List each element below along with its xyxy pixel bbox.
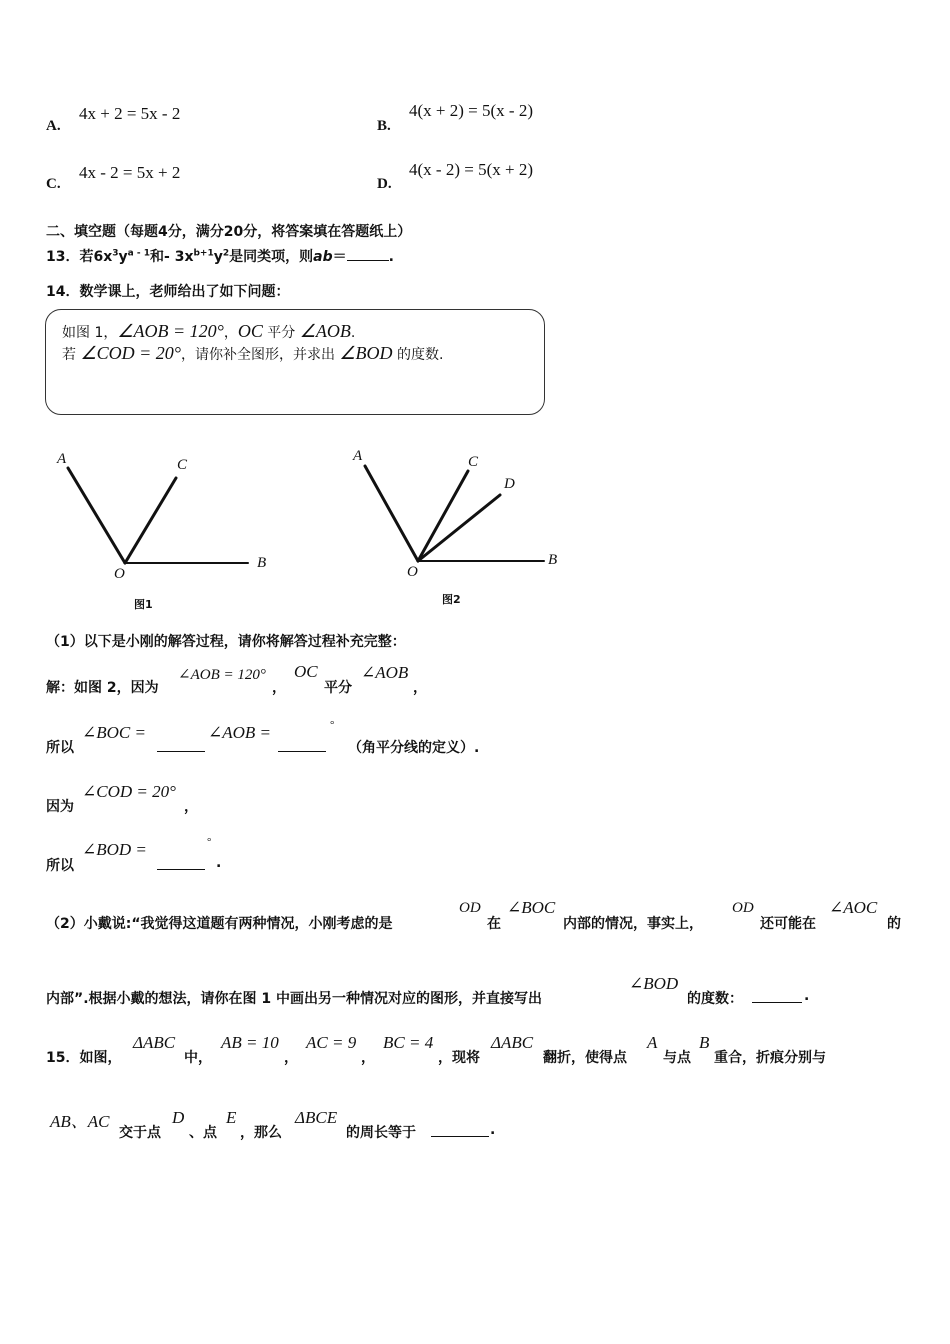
q13-number: 13．若	[46, 249, 94, 265]
q15-ab: AB = 10	[221, 1033, 279, 1052]
option-b-expression: 4(x + 2) = 5(x - 2)	[409, 101, 533, 120]
q15-point-d: D	[172, 1108, 185, 1127]
q13-like-terms: 是同类项，则	[229, 249, 314, 265]
q15-prefix: 15．如图，	[46, 1050, 122, 1066]
boc-eq: ∠BOC =	[82, 723, 146, 742]
q15-then: ，那么	[240, 1125, 282, 1141]
q15-in: 中，	[184, 1050, 212, 1066]
box-line1-angle: ∠AOB = 120°	[117, 321, 224, 341]
fig2-label-o: O	[407, 564, 418, 580]
fig2-ray-oa	[365, 466, 418, 561]
q15-triangle-abc: ΔABC	[133, 1033, 176, 1052]
box-line-2	[62, 343, 443, 364]
q13-exp4: 2	[222, 248, 230, 259]
q13-exp1: 3	[112, 248, 119, 259]
part2-aoc: ∠AOC	[829, 898, 878, 917]
bod-eq: ∠BOD =	[82, 840, 147, 859]
box-line2-cod: ∠COD = 20°	[80, 343, 181, 363]
sol-aob2: ∠AOB	[361, 663, 409, 682]
box-line1-period: .	[350, 325, 356, 341]
q15-triangle-bce: ΔBCE	[295, 1108, 338, 1127]
option-a-expression: 4x + 2 = 5x - 2	[79, 104, 181, 123]
part2-boc: ∠BOC	[507, 898, 556, 917]
solution-prefix: 解：如图 2，因为	[46, 680, 159, 696]
part2-od2: OD	[732, 900, 754, 916]
bod-blank[interactable]	[157, 855, 205, 870]
period: .	[216, 855, 222, 871]
part2-text-e: 的	[887, 916, 901, 932]
option-b-label: B.	[377, 118, 391, 134]
degree-sign: °	[330, 719, 335, 731]
q15-coincide: 重合，折痕分别与	[714, 1050, 826, 1066]
sol-comma2: ，	[413, 680, 427, 696]
figure-2	[365, 466, 544, 561]
q13-y: y	[118, 249, 128, 265]
sol-comma: ，	[272, 680, 286, 696]
q13-term2: - 3x	[164, 249, 194, 265]
q15-perimeter: 的周长等于	[346, 1125, 416, 1141]
option-a-label: A.	[46, 118, 61, 134]
part2-in: 在	[487, 916, 501, 932]
part2-end: .	[804, 988, 810, 1004]
q15-ab-ac: AB、AC	[50, 1112, 110, 1131]
fig1-label-b: B	[257, 555, 267, 571]
q13-exp3: b+1	[193, 248, 214, 259]
q13-exp2: a - 1	[127, 248, 151, 259]
so-2: 所以	[46, 858, 74, 874]
q15-end: .	[490, 1122, 496, 1138]
figure-1	[68, 468, 248, 563]
box-line2-text: ，请你补全图形，并求出	[180, 347, 340, 363]
fig2-label-d: D	[504, 476, 515, 492]
fig1-label-o: O	[114, 566, 125, 582]
box-line2-if: 若	[62, 347, 81, 363]
section-heading: 二、填空题（每题4分，满分20分，将答案填在答题纸上）	[46, 224, 412, 240]
part2-text-d: 还可能在	[760, 916, 816, 932]
q15-triangle-abc-2: ΔABC	[491, 1033, 534, 1052]
fig2-caption: 图2	[442, 593, 461, 606]
q15-point-b: B	[699, 1033, 710, 1052]
option-c-expression: 4x - 2 = 5x + 2	[79, 163, 181, 182]
box-line1-bisects: 平分	[262, 325, 300, 341]
part1-title: （1）以下是小刚的解答过程，请你将解答过程补充完整：	[46, 634, 406, 650]
box-line1-aob: ∠AOB	[299, 321, 351, 341]
fig1-label-a: A	[57, 451, 67, 467]
because: 因为	[46, 799, 74, 815]
aob-blank[interactable]	[278, 737, 326, 752]
part2-text-a: （2）小戴说:“我觉得这道题有两种情况，小刚考虑的是	[46, 916, 393, 932]
aob-eq: ∠AOB =	[208, 723, 272, 742]
fig2-label-b: B	[548, 552, 558, 568]
part2-text-g: 的度数：	[687, 991, 743, 1007]
q13-y2: y	[213, 249, 223, 265]
sol-oc: OC	[294, 662, 318, 681]
q15-and: 与点	[663, 1050, 691, 1066]
fig2-ray-oc	[418, 471, 468, 561]
q15-fold: 翻折，使得点	[543, 1050, 627, 1066]
question-13	[46, 246, 394, 266]
comma-3: ，	[184, 799, 198, 815]
so-1: 所以	[46, 740, 74, 756]
fig2-label-c: C	[468, 454, 479, 470]
option-d-label: D.	[377, 176, 392, 192]
q15-ac: AC = 9	[306, 1033, 357, 1052]
q15-sep: 、点	[189, 1125, 217, 1141]
q13-answer-blank[interactable]	[347, 246, 389, 261]
sol-bisect: 平分	[324, 680, 352, 696]
option-c-label: C.	[46, 176, 61, 192]
box-line1-oc: OC	[237, 321, 263, 341]
box-line1-comma: ，	[223, 325, 238, 341]
part2-od: OD	[459, 900, 481, 916]
q15-text-c: ，现将	[438, 1050, 480, 1066]
box-line1-text: 如图 1，	[62, 325, 118, 341]
bisector-reason: （角平分线的定义）.	[348, 740, 480, 756]
q15-point-e: E	[226, 1108, 237, 1127]
q13-term1: 6x	[93, 249, 113, 265]
box-line2-end: 的度数.	[392, 347, 444, 363]
fig2-label-a: A	[353, 448, 363, 464]
part2-bod: ∠BOD	[629, 974, 679, 993]
part2-answer-blank[interactable]	[752, 988, 802, 1003]
q15-comma1: ，	[284, 1050, 298, 1066]
fig1-label-c: C	[177, 457, 188, 473]
q13-end: .	[388, 249, 394, 265]
q13-eq: ＝	[332, 249, 347, 265]
q15-bc: BC = 4	[383, 1033, 434, 1052]
boc-blank[interactable]	[157, 737, 205, 752]
part2-text-f: 内部”.根据小戴的想法，请你在图 1 中画出另一种情况对应的图形，并直接写出	[46, 991, 543, 1007]
q15-answer-blank[interactable]	[431, 1122, 489, 1137]
sol-angle-aob: ∠AOB = 120°	[178, 667, 266, 683]
q15-point-a: A	[647, 1033, 658, 1052]
q13-ab: ab	[313, 249, 333, 265]
q13-and: 和	[150, 249, 165, 265]
fig1-caption: 图1	[134, 598, 153, 611]
box-line2-bod: ∠BOD	[339, 343, 393, 363]
q15-meet: 交于点	[119, 1125, 161, 1141]
degree-sign-2: °	[207, 836, 212, 848]
part2-text-c: 内部的情况，事实上，	[563, 916, 703, 932]
q14-intro: 14．数学课上，老师给出了如下问题：	[46, 284, 290, 300]
fig1-ray-oc	[125, 478, 176, 563]
box-line-1	[62, 321, 355, 342]
cod-eq: ∠COD = 20°	[82, 782, 176, 801]
option-d-expression: 4(x - 2) = 5(x + 2)	[409, 160, 533, 179]
fig1-ray-oa	[68, 468, 125, 563]
fig2-ray-od	[418, 495, 500, 561]
q15-comma2: ，	[361, 1050, 375, 1066]
